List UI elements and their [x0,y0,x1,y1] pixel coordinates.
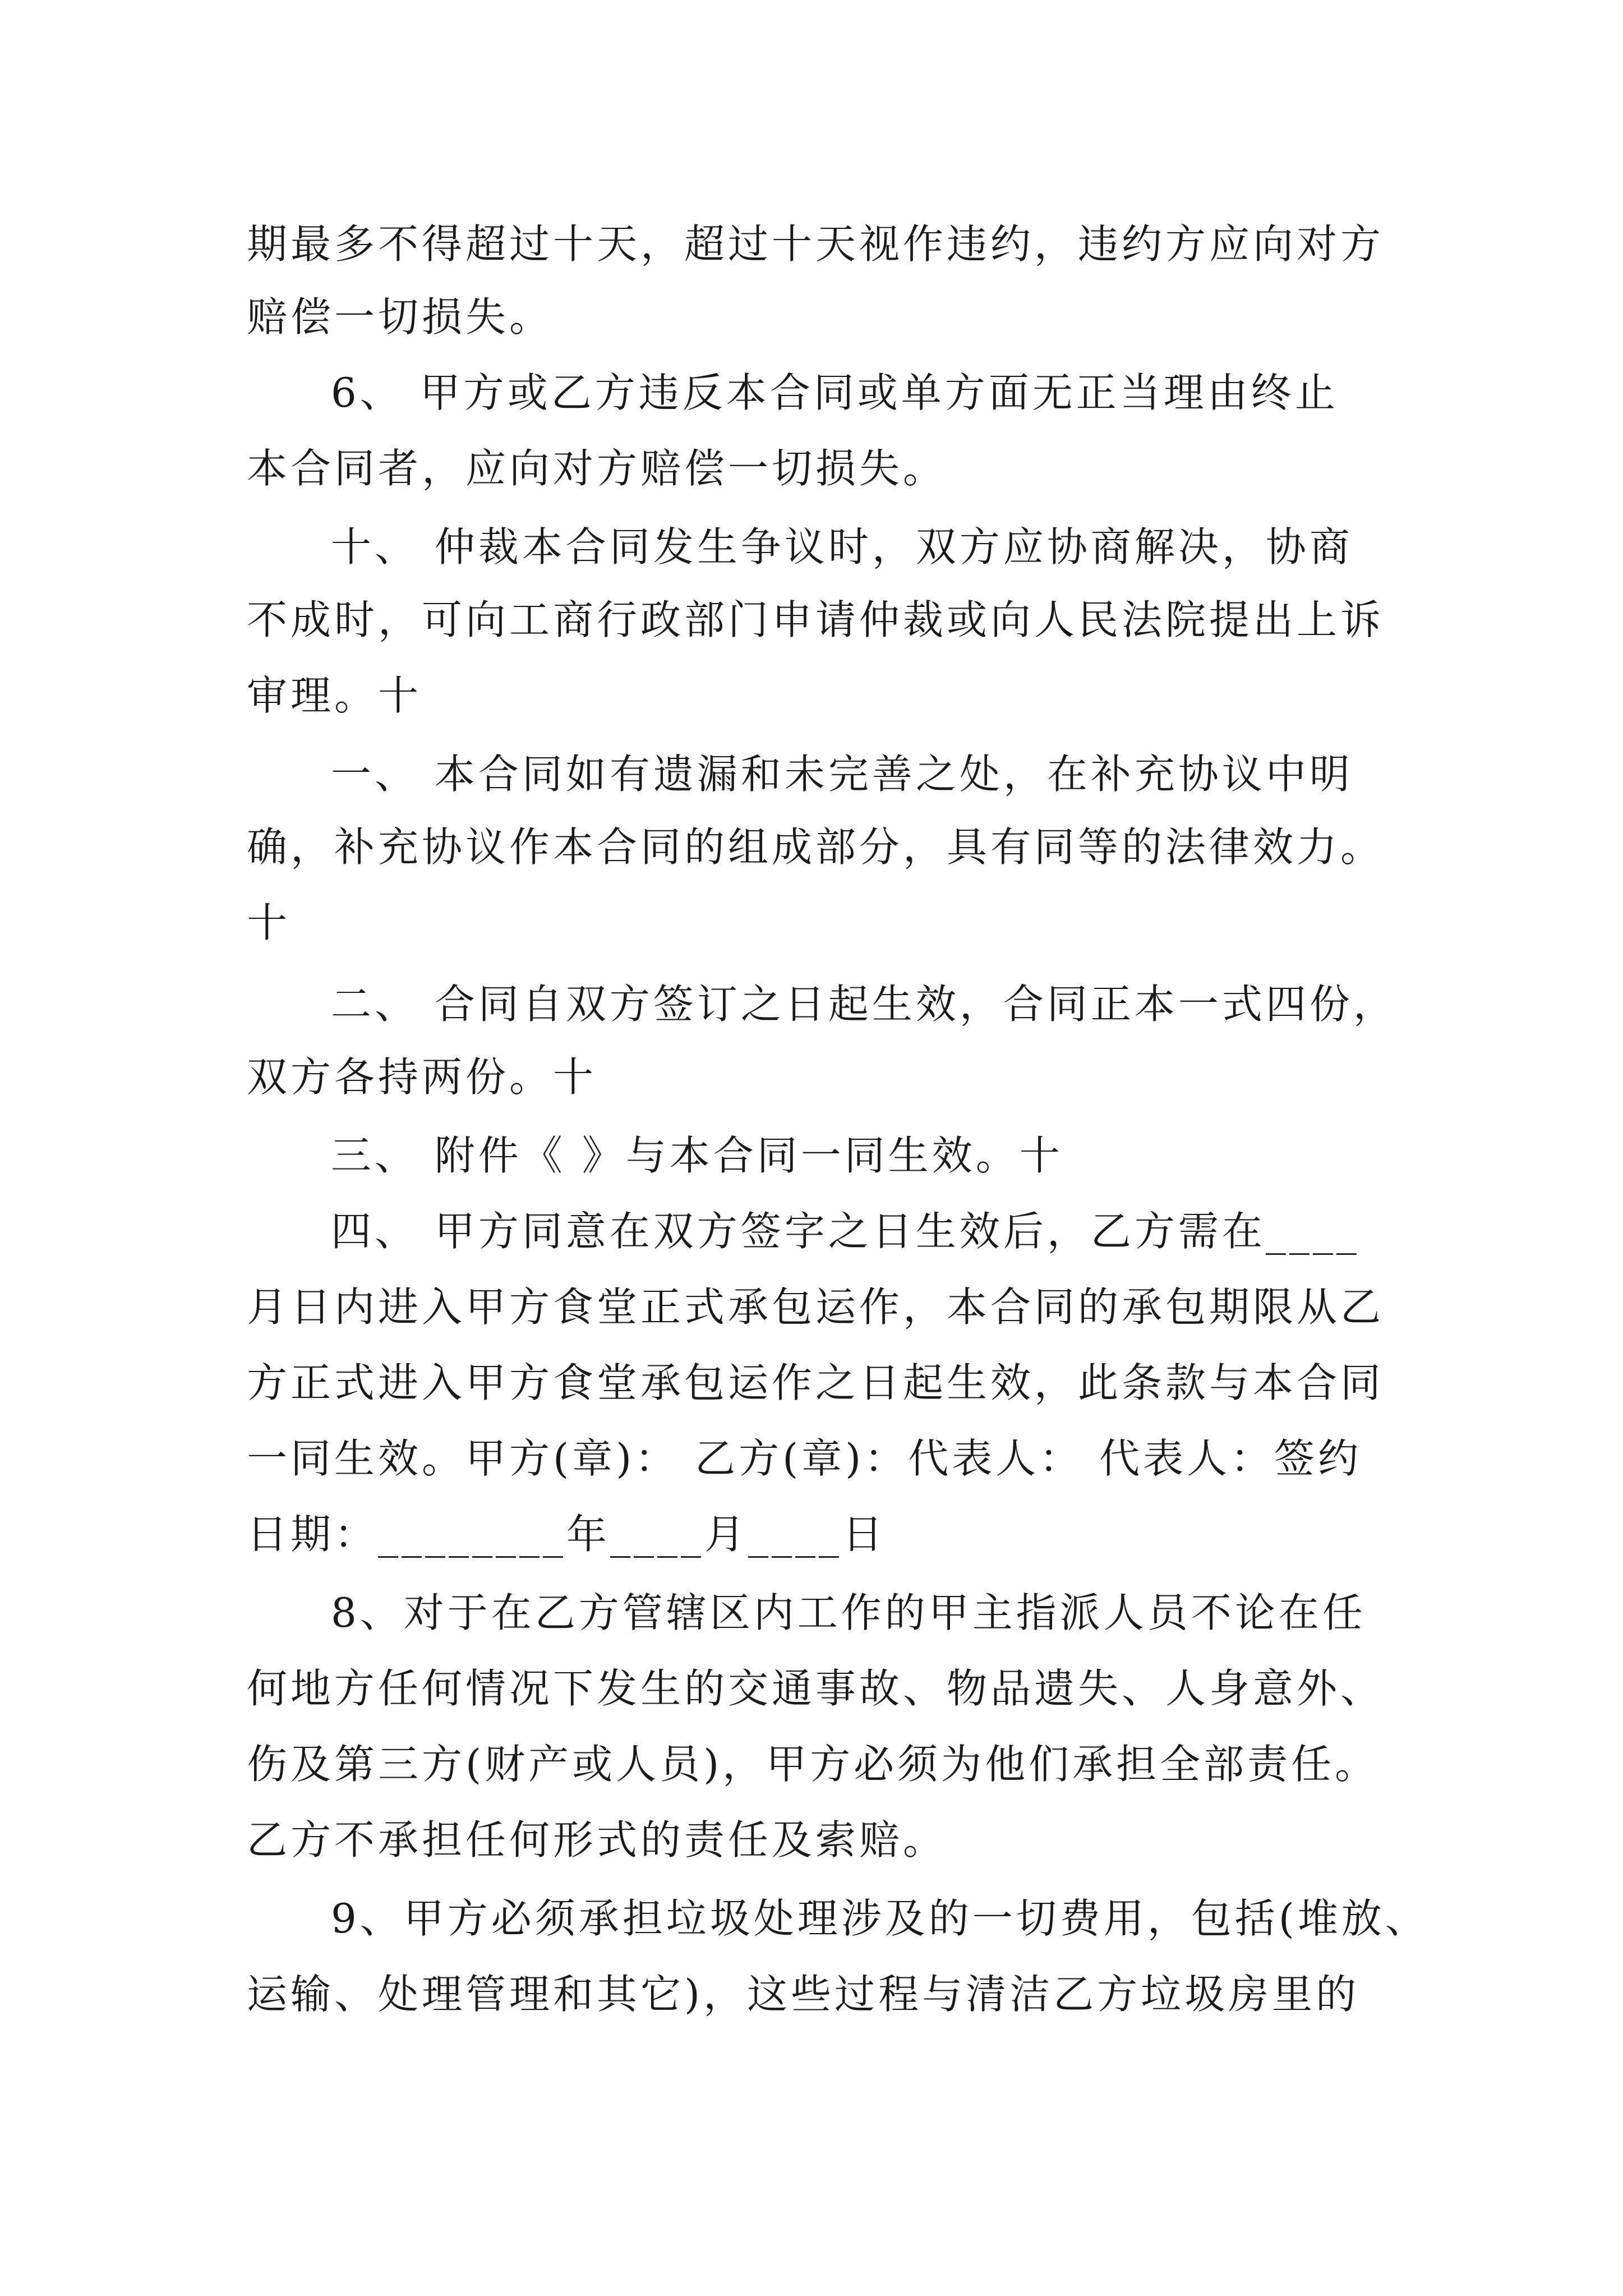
text-line: 运输、处理管理和其它)，这些过程与清洁乙方垃圾房里的 [247,1971,1360,2018]
text-line: 一同生效。甲方(章)： 乙方(章)：代表人： 代表人：签约 [247,1435,1362,1482]
text-line: 伤及第三方(财产或人员)，甲方必须为他们承担全部责任。 [247,1741,1379,1788]
text-line: 赔偿一切损失。 [247,293,554,341]
text-line: 十 [247,899,291,946]
text-line: 期最多不得超过十天，超过十天视作违约，违约方应向对方 [247,220,1385,268]
text-line: 四、 甲方同意在双方签字之日生效后，乙方需在____ [331,1208,1360,1255]
text-line: 审理。十 [247,672,422,719]
text-line: 8、对于在乙方管辖区内工作的甲主指派人员不论在任 [331,1589,1366,1636]
text-line: 方正式进入甲方食堂承包运作之日起生效，此条款与本合同 [247,1359,1385,1406]
text-line: 二、 合同自双方签订之日起生效，合同正本一式四份， [331,981,1397,1028]
text-line: 6、 甲方或乙方违反本合同或单方面无正当理由终止 [331,369,1339,416]
text-line: 乙方不承担任何形式的责任及索赔。 [247,1816,947,1864]
text-line: 双方各持两份。十 [247,1053,597,1101]
text-line: 三、 附件《 》与本合同一同生效。十 [331,1132,1063,1179]
text-line: 日期：________年____月____日 [247,1511,887,1558]
text-line: 不成时，可向工商行政部门申请仲裁或向人民法院提出上诉 [247,596,1385,643]
text-line: 月日内进入甲方食堂正式承包运作，本合同的承包期限从乙 [247,1283,1385,1331]
text-line: 十、 仲裁本合同发生争议时，双方应协商解决，协商 [331,523,1353,570]
text-line: 何地方任何情况下发生的交通事故、物品遗失、人身意外、 [247,1665,1385,1712]
text-line: 确，补充协议作本合同的组成部分，具有同等的法律效力。 [247,823,1385,871]
text-line: 9、甲方必须承担垃圾处理涉及的一切费用，包括(堆放、 [331,1895,1429,1942]
text-line: 一、 本合同如有遗漏和未完善之处，在补充协议中明 [331,751,1353,798]
text-line: 本合同者，应向对方赔偿一切损失。 [247,445,947,492]
